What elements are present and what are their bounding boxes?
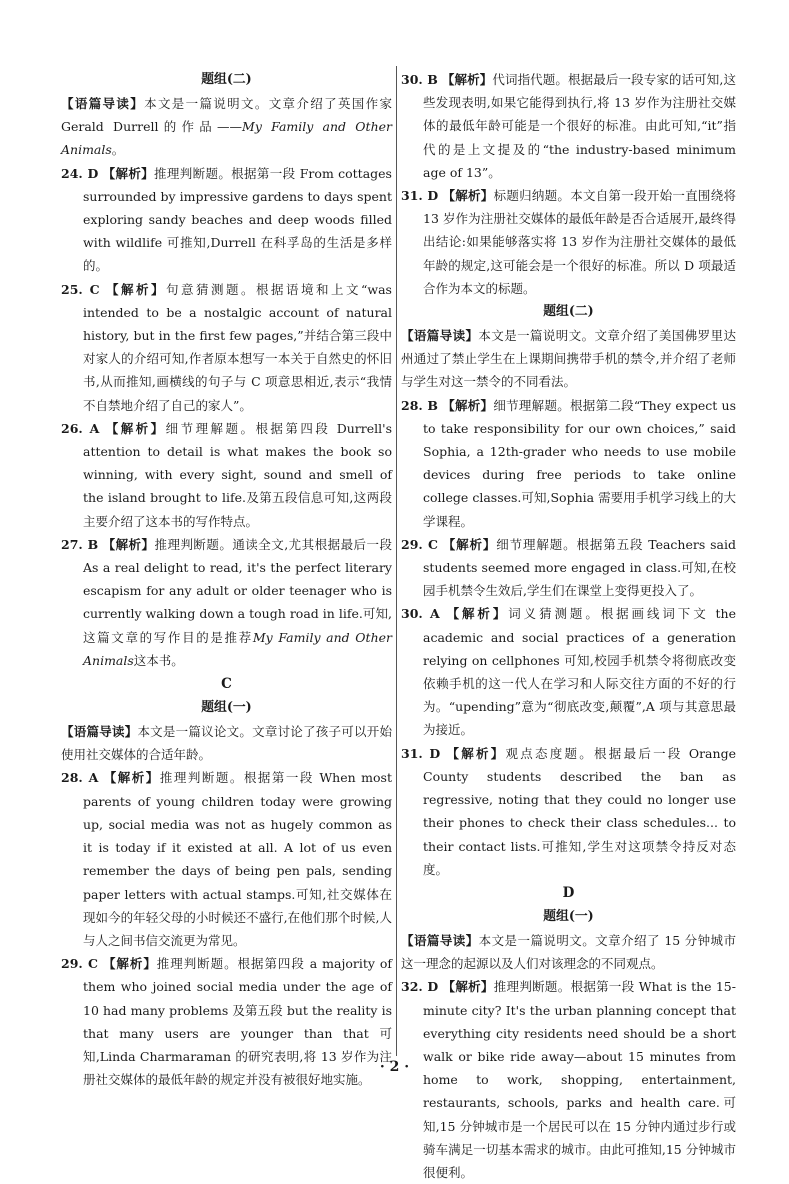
analysis-text: 这本书。 — [133, 652, 184, 668]
reading-guide — [401, 929, 736, 975]
answer-item — [61, 278, 392, 417]
answer-number: 24. D — [61, 165, 99, 181]
analysis-label: 【解析】 — [105, 420, 166, 436]
group-heading: 题组(一) — [543, 908, 594, 924]
analysis-label: 【解析】 — [442, 979, 494, 995]
answer-number: 30. A — [401, 606, 440, 622]
column-divider — [396, 66, 397, 1056]
analysis-text: 细节理解题。根据第二段“They expect us to take responsibility for our own choices,” said Sophia, a 12th-grader who needs to use mobile devices during free periods to take online college classes.可知,Sophia 需要用手机学习线上的大学课程。 — [423, 397, 736, 529]
reading-guide — [61, 92, 392, 162]
answer-item — [401, 68, 736, 184]
analysis-text: 本文是一篇说明文。文章介绍了英国作家Gerald Durrell的作品—— — [61, 96, 392, 135]
answer-item — [401, 533, 736, 603]
answer-number: 25. C — [61, 281, 100, 297]
analysis-label: 【解析】 — [102, 165, 155, 181]
analysis-text: 推理判断题。根据第一段 What is the 15-minute city? It's the urban planning concept that everything city residents need should be a short walk or bike ride away—about 15 minutes from home to work, shopping, entertainment, restaurants, schools, parks and health care.可知,15 分钟城市是一个居民可以在 15 分钟内通过步行或骑车满足一切基本需求的城市。由此可推知,15 分钟城市很便利。 — [423, 979, 736, 1180]
analysis-label: 【解析】 — [102, 956, 157, 972]
answer-item — [401, 742, 736, 881]
analysis-text: 标题归纳题。本文自第一段开始一直围绕将 13 岁作为注册社交媒体的最低年龄是否合适展开,最终得出结论:如果能够落实将 13 岁作为注册社交媒体的最低年龄的规定,这可能会是一个很好的标准。所以 D 项最适合作为本文的标题。 — [423, 188, 736, 296]
page-number: · 2 · — [379, 1059, 410, 1075]
answer-number: 30. B — [401, 72, 438, 87]
group-heading: 题组(一) — [201, 700, 252, 716]
analysis-text: 本文是一篇说明文。文章介绍了 15 分钟城市这一理念的起源以及人们对该理念的不同观点。 — [401, 932, 736, 972]
analysis-label: 【解析】 — [442, 188, 494, 204]
analysis-text: 观点态度题。根据最后一段 Orange County students described the ban as regressive, noting that they could no longer use their phones to check their class schedules... to their contact lists.可推知,学生对这项禁令持反对态度。 — [423, 745, 736, 877]
group-heading: 题组(二) — [201, 72, 252, 87]
answer-number: 31. D — [401, 745, 441, 761]
analysis-text: 本文是一篇说明文。文章介绍了美国佛罗里达州通过了禁止学生在上课期间携带手机的禁令,并介绍了老师与学生对这一禁令的不同看法。 — [401, 328, 736, 390]
answer-number: 31. D — [401, 188, 439, 204]
analysis-label: 【解析】 — [441, 72, 493, 87]
answer-item — [61, 417, 392, 533]
analysis-text: 本文是一篇议论文。文章讨论了孩子可以开始使用社交媒体的合适年龄。 — [61, 724, 392, 763]
answer-number: 28. A — [61, 770, 99, 786]
guide-label: 【语篇导读】 — [401, 328, 479, 344]
answer-number: 32. D — [401, 979, 439, 995]
answer-number: 29. C — [61, 956, 99, 972]
analysis-label: 【解析】 — [103, 770, 160, 786]
guide-label: 【语篇导读】 — [61, 96, 145, 111]
analysis-label: 【解析】 — [106, 281, 167, 297]
analysis-text: 推理判断题。根据第四段 a majority of them who joined social media under the age of 10 had many problems 及第五段 but the reality is that many users are younger than that 可知,Linda Charmaraman 的研究表明,将 13 岁作为注册社交媒体的最低年龄的规定并没有被很好地实施。 — [83, 956, 392, 1088]
answer-item — [61, 162, 392, 278]
analysis-text: 。 — [111, 142, 125, 158]
answer-number: 28. B — [401, 397, 438, 413]
analysis-text: 词义猜测题。根据画线词下文 the academic and social practices of a generation relying on cellphones 可知,校园手机禁令将彻底改变依赖手机的这一代人在学习和人际交往方面的不好的行为。“upending”意为“彻底改变,颠覆”,A 项与其意思最为接近。 — [423, 606, 736, 738]
answer-number: 29. C — [401, 536, 438, 552]
answer-item — [61, 533, 392, 672]
answer-item — [401, 184, 736, 300]
analysis-label: 【解析】 — [442, 397, 494, 413]
group-heading: 题组(二) — [543, 304, 594, 320]
section-heading: C — [221, 676, 232, 693]
guide-label: 【语篇导读】 — [61, 724, 138, 740]
section-heading: D — [562, 884, 575, 901]
analysis-text: 句意猜测题。根据语境和上文“was intended to be a nostalgic account of natural history, but in the first few pages,”并结合第三段中对家人的介绍可知,作者原本想写一本关于自然史的怀旧书,从而推知,画横线的句子与 C 项意思相近,表示“我情不自禁地介绍了自己的家人”。 — [83, 281, 392, 413]
answer-item — [401, 975, 736, 1184]
answer-item — [401, 394, 736, 533]
analysis-text: 推理判断题。根据第一段 From cottages surrounded by impressive gardens to days spent exploring sandy beaches and deep woods filled with wildlife 可推知,Durrell 在科孚岛的生活是多样的。 — [83, 165, 392, 274]
answer-item — [61, 766, 392, 952]
book-title: My Family and Other Animals — [61, 119, 392, 158]
analysis-text: 代词指代题。根据最后一段专家的话可知,这些发现表明,如果它能得到执行,将 13 岁作为注册社交媒体的最低年龄可能是一个很好的标准。由此可知,“it”指代的是上文提及的“the industry-based minimum age of 13”。 — [423, 72, 736, 180]
analysis-label: 【解析】 — [446, 606, 509, 622]
analysis-text: 细节理解题。根据第四段 Durrell's attention to detail is what makes the book so winning, with every sight, sound and smell of the island brought to life.及第五段信息可知,这两段主要介绍了这本书的写作特点。 — [83, 420, 392, 529]
guide-label: 【语篇导读】 — [401, 932, 479, 948]
analysis-label: 【解析】 — [102, 536, 155, 552]
analysis-label: 【解析】 — [442, 536, 497, 552]
answer-number: 26. A — [61, 420, 100, 436]
right-column — [401, 68, 736, 1184]
left-column — [61, 68, 392, 1091]
analysis-text: 细节理解题。根据第五段 Teachers said students seemed more engaged in class.可知,在校园手机禁令生效后,学生们在课堂上变得更投入了。 — [423, 536, 736, 599]
book-title: My Family and Other Animals — [83, 629, 392, 668]
analysis-text: 推理判断题。根据第一段 When most parents of young children today were growing up, social media was not as hugely common as it is today if it existed at all. A lot of us even remember the days of being pen pals, sending paper letters with actual stamps.可知,社交媒体在现如今的年轻父母的小时候还不盛行,在他们那个时候,人与人之间书信交流更为常见。 — [83, 770, 392, 948]
reading-guide — [61, 720, 392, 766]
analysis-label: 【解析】 — [446, 745, 506, 761]
reading-guide — [401, 324, 736, 394]
answer-item — [401, 602, 736, 741]
answer-number: 27. B — [61, 536, 99, 552]
analysis-text: 推理判断题。通读全文,尤其根据最后一段 As a real delight to read, it's the perfect literary escapism for any adult or older teenager who is currently walking down a tough road in life.可知,这篇文章的写作目的是推荐 — [83, 536, 392, 645]
